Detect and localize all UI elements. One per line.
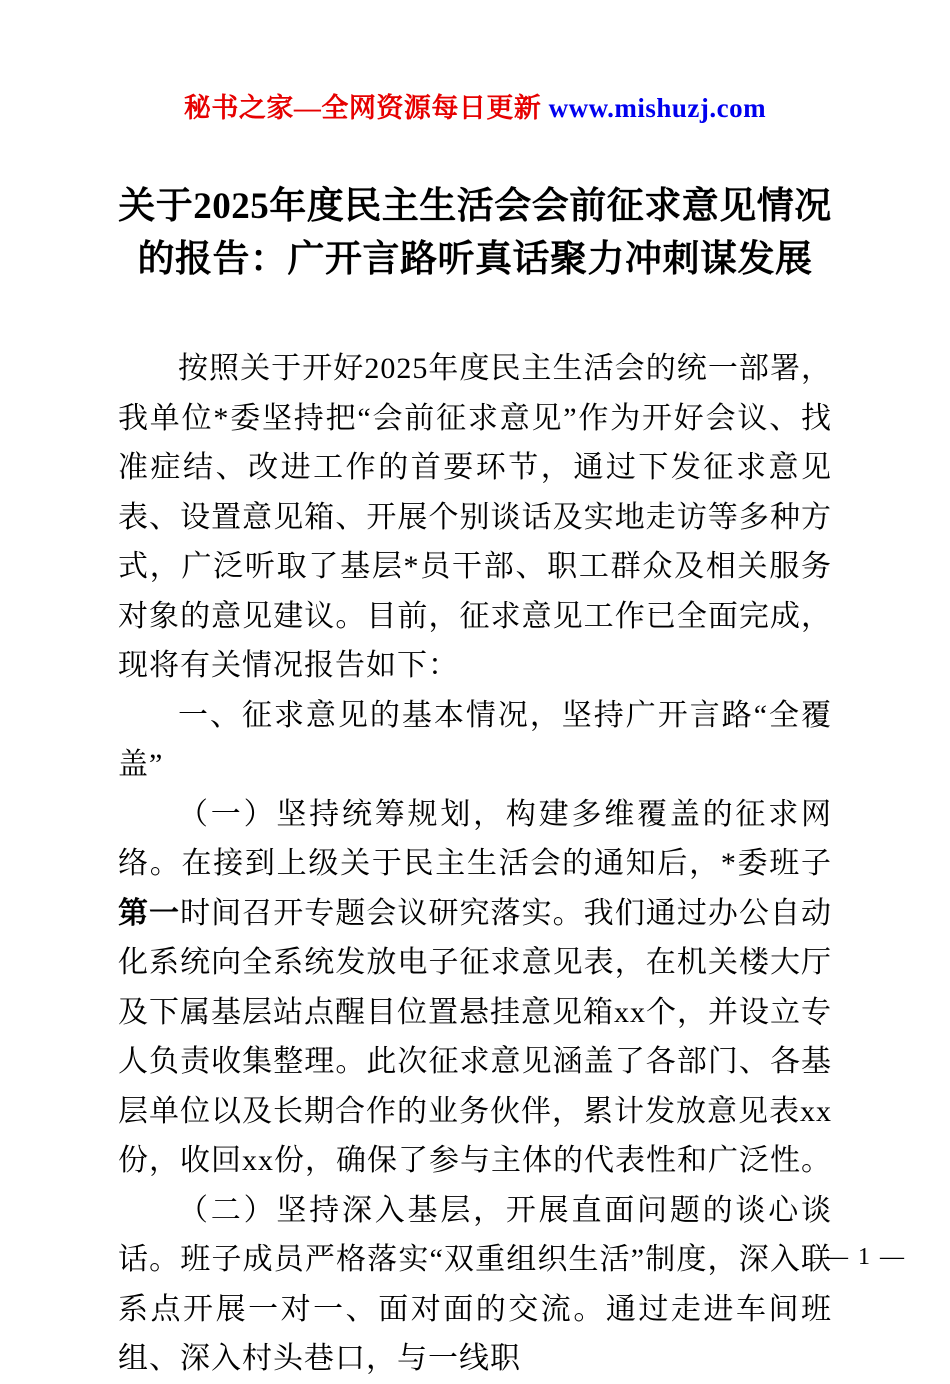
paragraph-text: 时间召开专题会议研究落实。我们通过办公自动化系统向全系统发放电子征求意见表，在机关楼大厅及下属基层站点醒目位置悬挂意见箱xx个，并设立专人负责收集整理。此次征求意见涵盖了各部门、各基层单位以及长期合作的业务伙伴，累计发放意见表xx份，收回xx份，确保了参与主体的代表性和广泛性。 [118,896,833,1178]
document-title [118,181,832,286]
document-title-line-1: 关于2025年度民主生活会会前征求意见情况 [118,186,832,227]
paragraph-text: 按照关于开好2025年度民主生活会的统一部署，我单位*委坚持把“会前征求意见”作为开好会议、找准症结、改进工作的首要环节，通过下发征求意见表、设置意见箱、开展个别谈话及实地走访等多种方式，广泛听取了基层*员干部、职工群众及相关服务对象的意见建议。目前，征求意见工作已全面完成，现将有关情况报告如下： [118,352,832,683]
site-header [118,0,832,125]
paragraph-point-1 [118,790,832,1186]
document-body [118,344,832,1384]
paragraph-section-heading [118,691,832,790]
paragraph-text-bold: 第一 [118,896,181,930]
site-url: www.mishuzj.com [548,93,767,123]
document-title-line-2: 的报告：广开言路听真话聚力冲刺谋发展 [137,238,813,280]
paragraph-text: 一、征求意见的基本情况，坚持广开言路“全覆盖” [118,698,832,782]
site-tagline: —全网资源每日更新 [293,93,549,123]
paragraph-text: （二）坚持深入基层，开展直面问题的谈心谈话。班子成员严格落实“双重组织生活”制度，深入联系点开展一对一、面对面的交流。通过走进车间班组、深入村头巷口，与一线职 [118,1193,832,1376]
page-number: — 1 — [824,1244,906,1270]
paragraph-intro [118,344,832,691]
site-brand: 秘书之家 [183,93,294,123]
paragraph-point-2 [118,1186,832,1384]
paragraph-text: （一）坚持统筹规划，构建多维覆盖的征求网络。在接到上级关于民主生活会的通知后，*委班子 [118,797,832,881]
